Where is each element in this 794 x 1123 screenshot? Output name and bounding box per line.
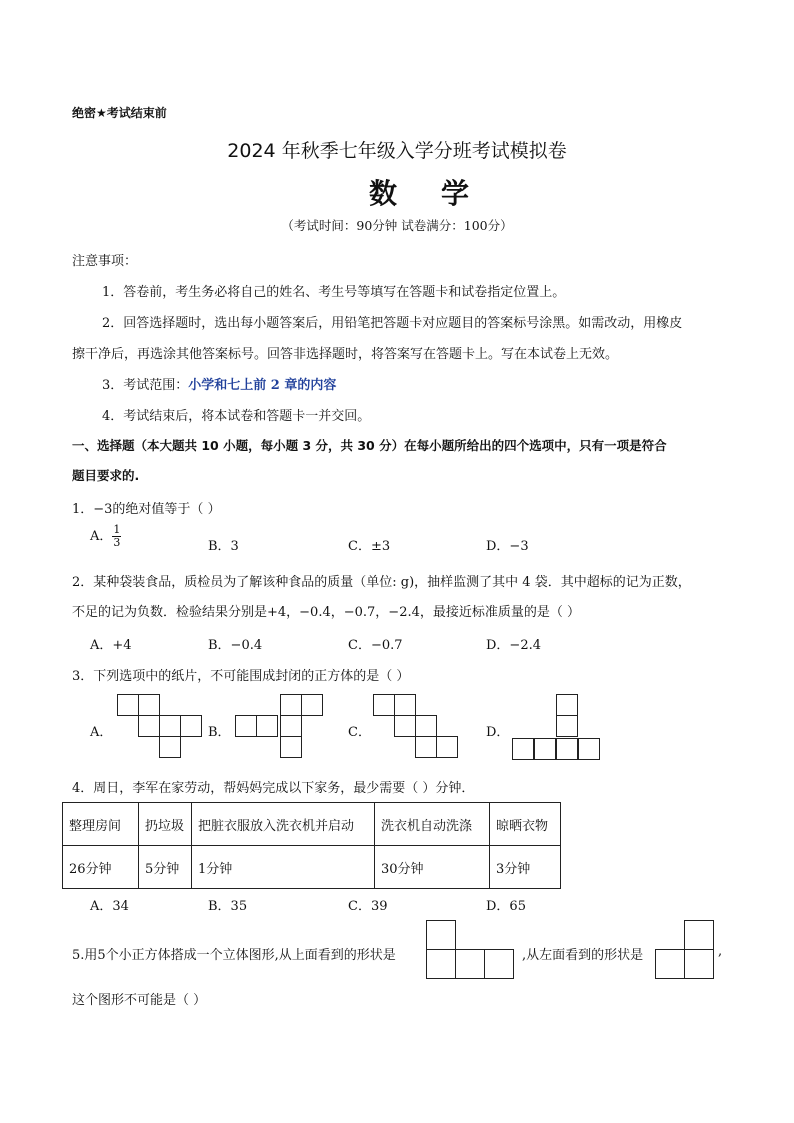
net-square — [159, 715, 181, 737]
table-header-cell: 把脏衣服放入洗衣机并启动 — [192, 803, 375, 846]
q3-net-c — [373, 694, 463, 762]
q2-stem-line-2: 不足的记为负数．检验结果分别是+4，−0.4，−0.7，−2.4，最接近标准质量的是（ ） — [72, 605, 580, 620]
q1-option-c: C．±3 — [348, 539, 391, 554]
note-item-4: 4．考试结束后，将本试卷和答题卡一并交回。 — [102, 409, 371, 424]
table-header-cell: 晾晒衣物 — [490, 803, 561, 846]
table-row — [63, 846, 561, 889]
net-square — [301, 694, 323, 716]
net-square — [280, 736, 302, 758]
q4-option-b: B．35 — [208, 899, 248, 914]
table-cell: 1分钟 — [192, 846, 375, 889]
net-square — [256, 715, 278, 737]
view-square — [426, 949, 456, 979]
net-square — [512, 738, 534, 760]
q3-option-a-label: A． — [90, 725, 113, 740]
note-item-3 — [102, 374, 336, 393]
chores-table — [62, 802, 561, 889]
q1-option-a-label: A． — [90, 529, 113, 544]
net-square — [138, 694, 160, 716]
q5-stem-part-2: ,从左面看到的形状是 — [522, 948, 644, 963]
q1-option-a — [90, 524, 121, 549]
q5-stem-line-2: 这个图形不可能是（ ） — [72, 993, 207, 1008]
q1-option-d: D．−3 — [486, 539, 529, 554]
net-square — [280, 715, 302, 737]
q2-option-a: A．+4 — [90, 638, 132, 653]
net-square — [180, 715, 202, 737]
note-item-2-line-2: 擦干净后，再选涂其他答案标号。回答非选择题时，将答案写在答题卡上。写在本试卷上无效。 — [72, 347, 619, 362]
q4-option-c: C．39 — [348, 899, 388, 914]
q5-stem-part-3: , — [718, 944, 723, 959]
fraction — [112, 524, 121, 549]
view-square — [684, 949, 714, 979]
table-cell: 3分钟 — [490, 846, 561, 889]
net-square — [436, 736, 458, 758]
table-header-cell: 整理房间 — [63, 803, 139, 846]
table-cell: 26分钟 — [63, 846, 139, 889]
view-square — [655, 949, 685, 979]
view-square — [484, 949, 514, 979]
net-square — [556, 738, 578, 760]
view-square — [426, 920, 456, 950]
q4-stem: 4．周日，李军在家劳动，帮妈妈完成以下家务，最少需要（ ）分钟． — [72, 781, 475, 796]
exam-title: 2024 年秋季七年级入学分班考试模拟卷 — [227, 140, 567, 162]
q4-option-d: D．65 — [486, 899, 526, 914]
q5-stem-part-1: 5.用5个小正方体搭成一个立体图形,从上面看到的形状是 — [72, 948, 396, 963]
q3-net-b — [235, 694, 325, 762]
subject-title: 数学 — [368, 177, 513, 210]
q3-option-b-label: B． — [208, 725, 231, 740]
q2-option-d: D．−2.4 — [486, 638, 541, 653]
table-header-cell: 洗衣机自动洗涤 — [375, 803, 490, 846]
q3-net-a — [117, 694, 207, 762]
net-square — [159, 736, 181, 758]
q3-option-c-label: C． — [348, 725, 371, 740]
q2-stem-line-1: 2．某种袋装食品，质检员为了解该种食品的质量（单位: g)，抽样监测了其中 4 袋．其中超标的记为正数， — [72, 575, 691, 590]
net-square — [556, 715, 578, 737]
view-square — [684, 920, 714, 950]
q3-option-d-label: D． — [486, 725, 510, 740]
net-square — [415, 715, 437, 737]
net-square — [235, 715, 257, 737]
q3-stem: 3．下列选项中的纸片，不可能围成封闭的正方体的是（ ） — [72, 669, 410, 684]
section-1-heading-cont: 题目要求的. — [72, 468, 140, 483]
q1-stem: 1．−3的绝对值等于（ ） — [72, 502, 221, 517]
table-header-cell: 扔垃圾 — [139, 803, 192, 846]
view-square — [455, 949, 485, 979]
fraction-denominator: 3 — [113, 536, 121, 549]
q4-option-a: A．34 — [90, 899, 129, 914]
table-cell: 30分钟 — [375, 846, 490, 889]
q3-net-d — [512, 694, 602, 762]
q2-option-c: C．−0.7 — [348, 638, 403, 653]
net-square — [280, 694, 302, 716]
q2-option-b: B．−0.4 — [208, 638, 263, 653]
net-square — [578, 738, 600, 760]
net-square — [394, 715, 416, 737]
notes-heading: 注意事项： — [72, 254, 138, 269]
q5-left-view — [655, 920, 717, 982]
section-1-heading: 一、选择题（本大题共 10 小题，每小题 3 分，共 30 分）在每小题所给出的四个选项中，只有一项是符合 — [72, 438, 667, 453]
fraction-numerator: 1 — [113, 523, 121, 536]
confidential-label: 绝密★考试结束前 — [72, 106, 167, 120]
net-square — [556, 694, 578, 716]
note-item-1: 1．答卷前，考生务必将自己的姓名、考生号等填写在答题卡和试卷指定位置上。 — [102, 285, 566, 300]
net-square — [373, 694, 395, 716]
net-square — [138, 715, 160, 737]
net-square — [117, 694, 139, 716]
table-cell: 5分钟 — [139, 846, 192, 889]
q1-option-b: B．3 — [208, 539, 239, 554]
time-info: （考试时间：90分钟 试卷满分：100分） — [281, 218, 513, 233]
exam-scope: 小学和七上前 2 章的内容 — [188, 378, 337, 393]
note-item-2-line-1: 2．回答选择题时，选出每小题答案后，用铅笔把答题卡对应题目的答案标号涂黑。如需改动，用橡皮 — [102, 316, 683, 331]
net-square — [534, 738, 556, 760]
net-square — [415, 736, 437, 758]
net-square — [394, 694, 416, 716]
q5-top-view — [426, 920, 522, 982]
table-row — [63, 803, 561, 846]
note-item-3-prefix: 3．考试范围： — [102, 378, 189, 393]
